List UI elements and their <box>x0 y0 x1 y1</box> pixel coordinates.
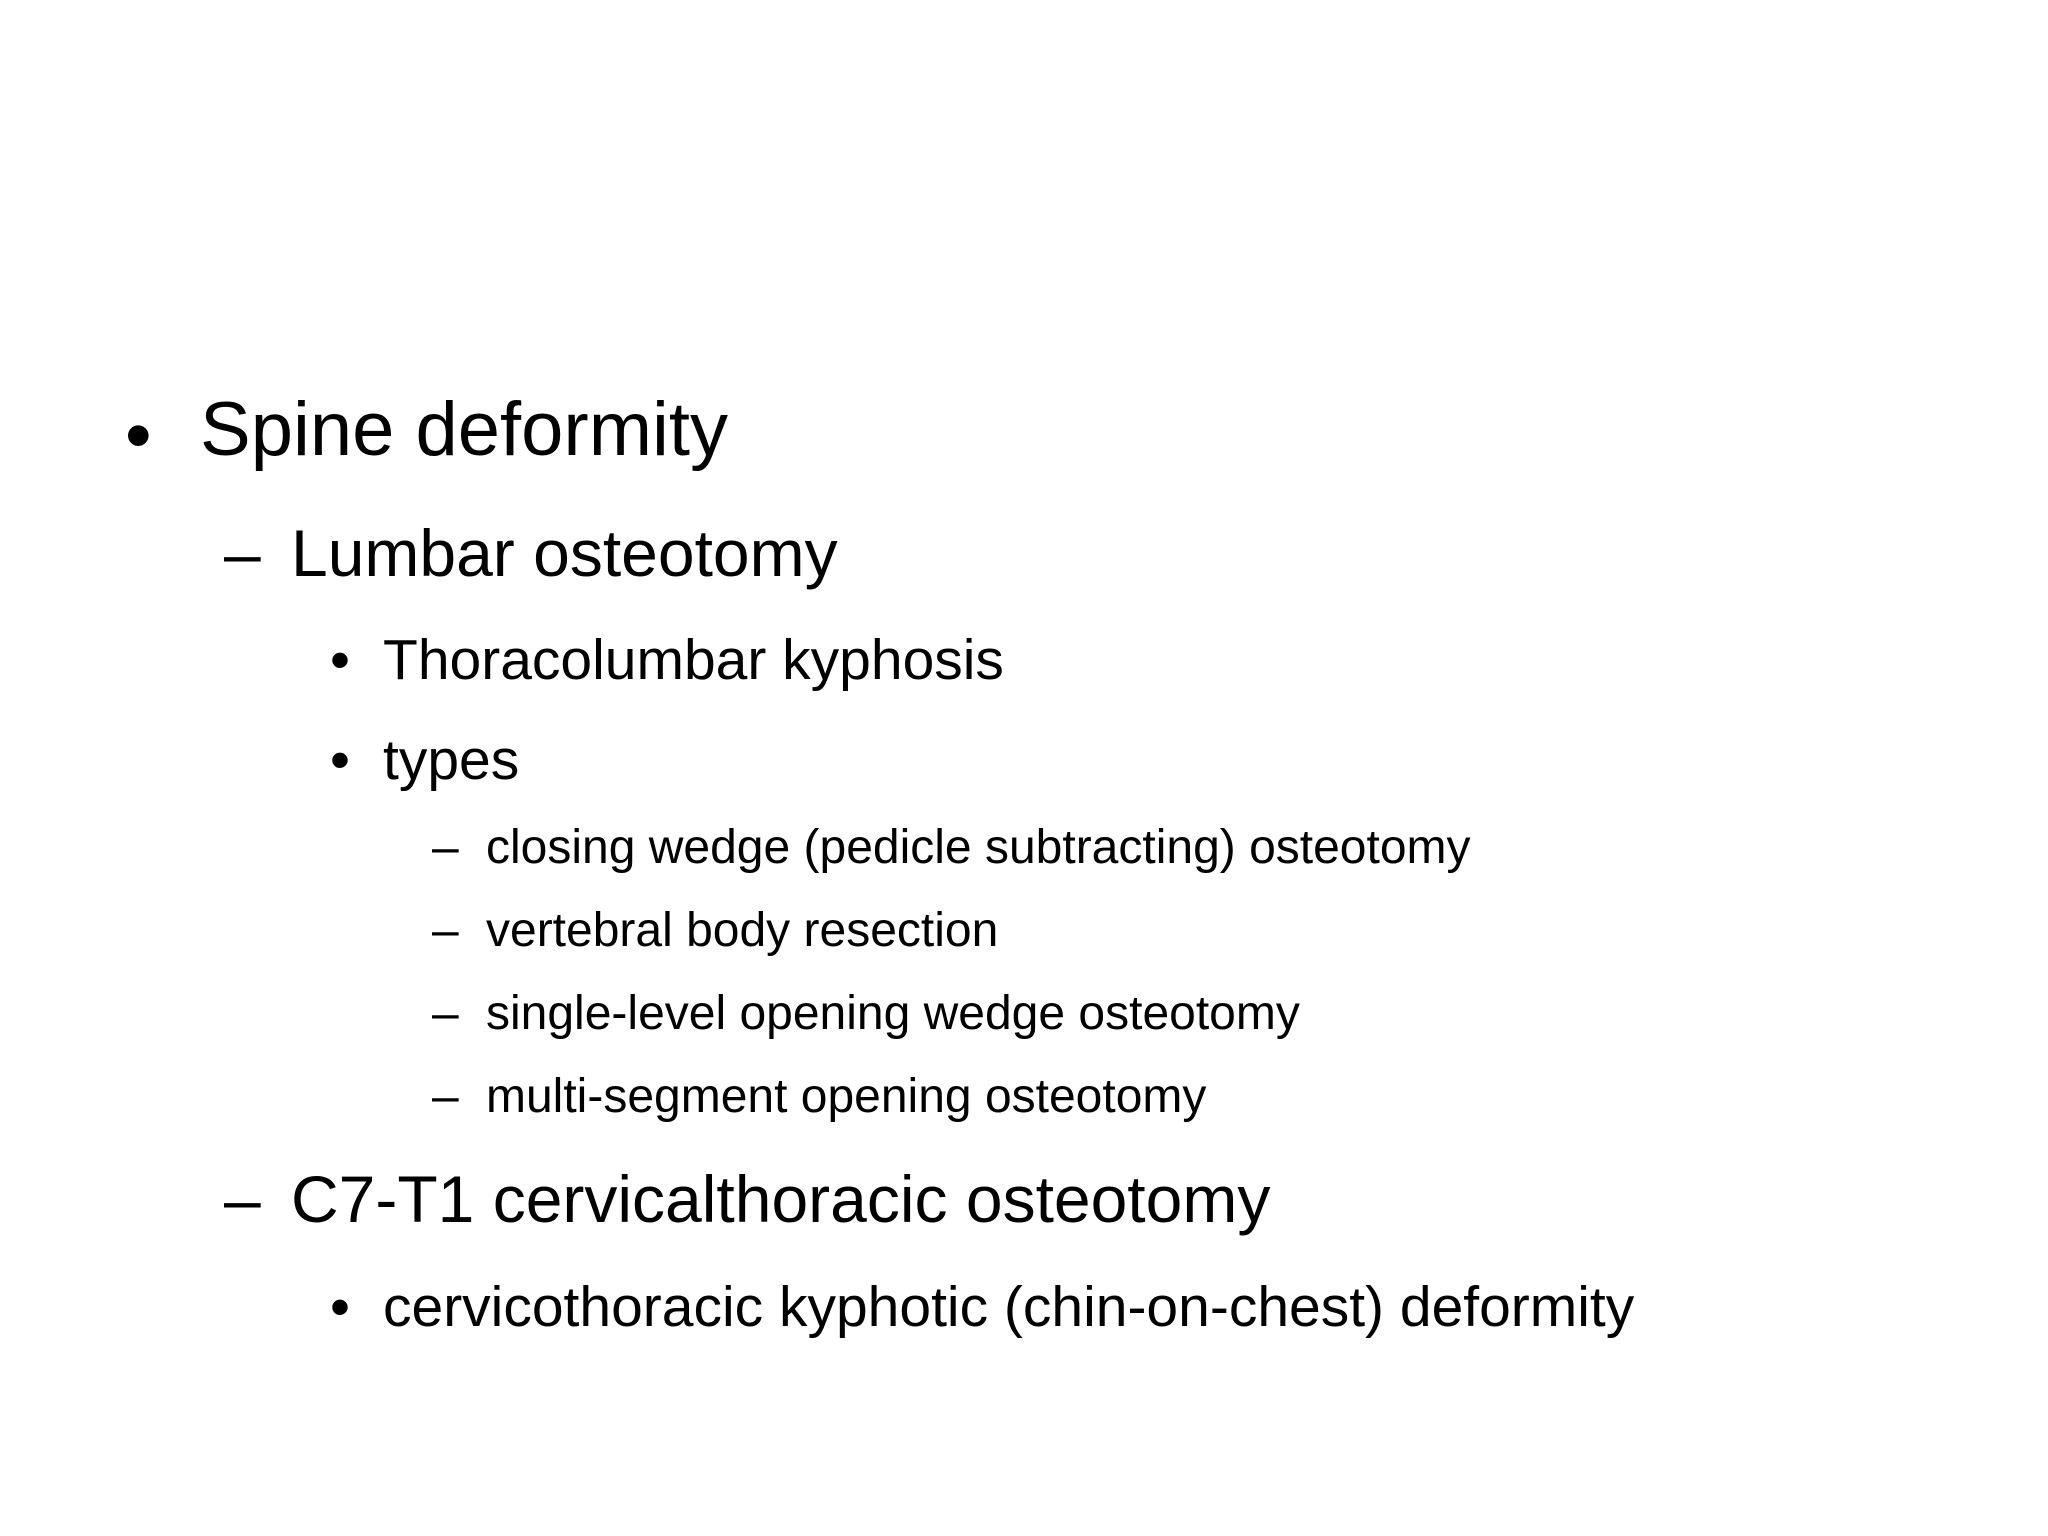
dash-marker: – <box>432 821 459 874</box>
bullet-lumbar-osteotomy: Lumbar osteotomy <box>291 516 838 590</box>
bullet-marker: • <box>330 1275 350 1339</box>
bullet-c7-t1-osteotomy: C7-T1 cervicalthoracic osteotomy <box>291 1162 1271 1236</box>
bullet-single-level-opening-wedge: single-level opening wedge osteotomy <box>486 987 1300 1040</box>
bullet-cervicothoracic-kyphotic: cervicothoracic kyphotic (chin-on-chest) deformity <box>383 1275 1635 1339</box>
bullet-marker: • <box>330 728 350 792</box>
bullet-spine-deformity: Spine deformity <box>200 387 729 472</box>
dash-marker: – <box>224 516 261 590</box>
bullet-closing-wedge: closing wedge (pedicle subtracting) osteotomy <box>486 821 1471 874</box>
bullet-marker: • <box>125 393 152 478</box>
bullet-marker: • <box>330 628 350 692</box>
bullet-thoracolumbar-kyphosis: Thoracolumbar kyphosis <box>383 628 1004 692</box>
bullet-vertebral-body-resection: vertebral body resection <box>486 904 999 957</box>
bullet-types: types <box>383 728 520 792</box>
dash-marker: – <box>432 904 459 957</box>
bullet-multi-segment-opening: multi-segment opening osteotomy <box>486 1070 1207 1123</box>
dash-marker: – <box>432 987 459 1040</box>
dash-marker: – <box>432 1070 459 1123</box>
dash-marker: – <box>224 1162 261 1236</box>
